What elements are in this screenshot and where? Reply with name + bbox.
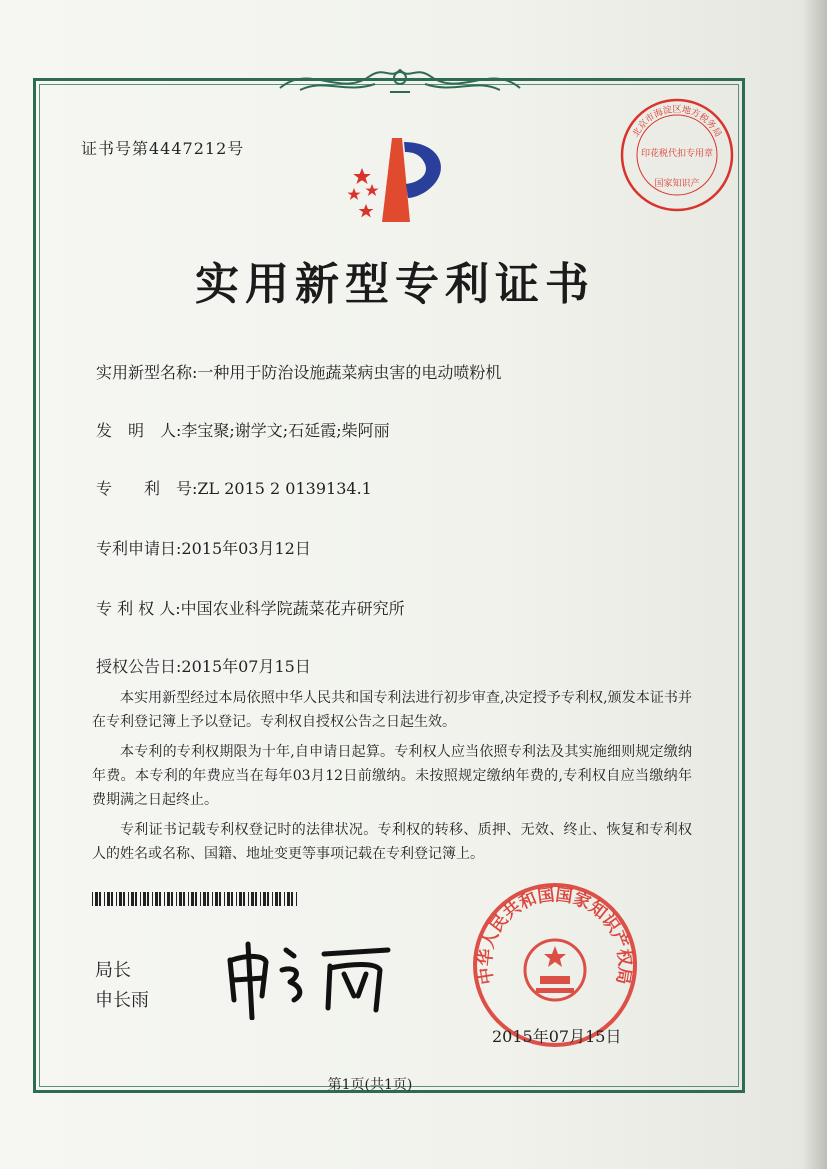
field-grant-date: [96, 654, 311, 677]
patent-office-logo-icon: [332, 132, 460, 232]
svg-text:北京市海淀区地方税务局: 北京市海淀区地方税务局: [631, 105, 723, 140]
director-name: 申长雨: [95, 990, 149, 1011]
director-title: 局长: [95, 960, 131, 981]
field-value: 李宝聚;谢学文;石延霞;柴阿丽: [181, 421, 390, 440]
paragraph: 本实用新型经过本局依照中华人民共和国专利法进行初步审查,决定授予专利权,颁发本证书并在专利登记簿上予以登记。专利权自授权公告之日起生效。: [92, 690, 692, 730]
page-number: 第1页(共1页): [327, 1077, 413, 1093]
field-patentee: [96, 596, 405, 619]
field-label: 专利申请日:: [96, 539, 182, 558]
certificate-body: [92, 686, 692, 872]
svg-text:国家知识产: 国家知识产: [654, 179, 700, 189]
seal-date: 2015年07月15日: [492, 1027, 622, 1046]
barcode-icon: [92, 892, 298, 906]
paragraph: 本专利的专利权期限为十年,自申请日起算。专利权人应当依照专利法及其实施细则规定缴纳年费。本专利的年费应当在每年03月12日前缴纳。未按照规定缴纳年费的,专利权自应当缴纳年费期满之日起终止。: [92, 744, 692, 808]
director-signature: [220, 930, 400, 1020]
field-label: 授权公告日:: [96, 657, 182, 676]
field-filing-date: [96, 536, 311, 559]
field-value: 一种用于防治设施蔬菜病虫害的电动喷粉机: [197, 363, 502, 382]
field-inventor: [96, 418, 390, 441]
field-label: 专 利 权 人:: [96, 599, 181, 618]
field-value: 中国农业科学院蔬菜花卉研究所: [180, 599, 405, 618]
field-label: 发 明 人:: [96, 421, 182, 440]
field-patent-number: [96, 476, 372, 499]
field-utility-model-name: [96, 360, 501, 383]
field-label: 实用新型名称:: [96, 363, 198, 382]
tax-bureau-stamp: [618, 96, 736, 214]
field-value: ZL 2015 2 0139134.1: [197, 479, 372, 498]
paragraph: 专利证书记载专利权登记时的法律状况。专利权的转移、质押、无效、终止、恢复和专利权人的姓名或名称、国籍、地址变更等事项记载在专利登记簿上。: [92, 822, 692, 862]
field-value: 2015年03月12日: [181, 539, 311, 558]
svg-text:中华人民共和国国家知识产权局: 中华人民共和国国家知识产权局: [475, 885, 635, 986]
field-label: 专 利 号:: [96, 479, 198, 498]
svg-text:印花税代扣专用章: 印花税代扣专用章: [640, 149, 714, 159]
ornament-flourish-icon: [270, 58, 530, 102]
certificate-number: 证书号第4447212号: [81, 139, 245, 158]
field-value: 2015年07月15日: [181, 657, 311, 676]
certificate-title: 实用新型专利证书: [195, 259, 595, 310]
